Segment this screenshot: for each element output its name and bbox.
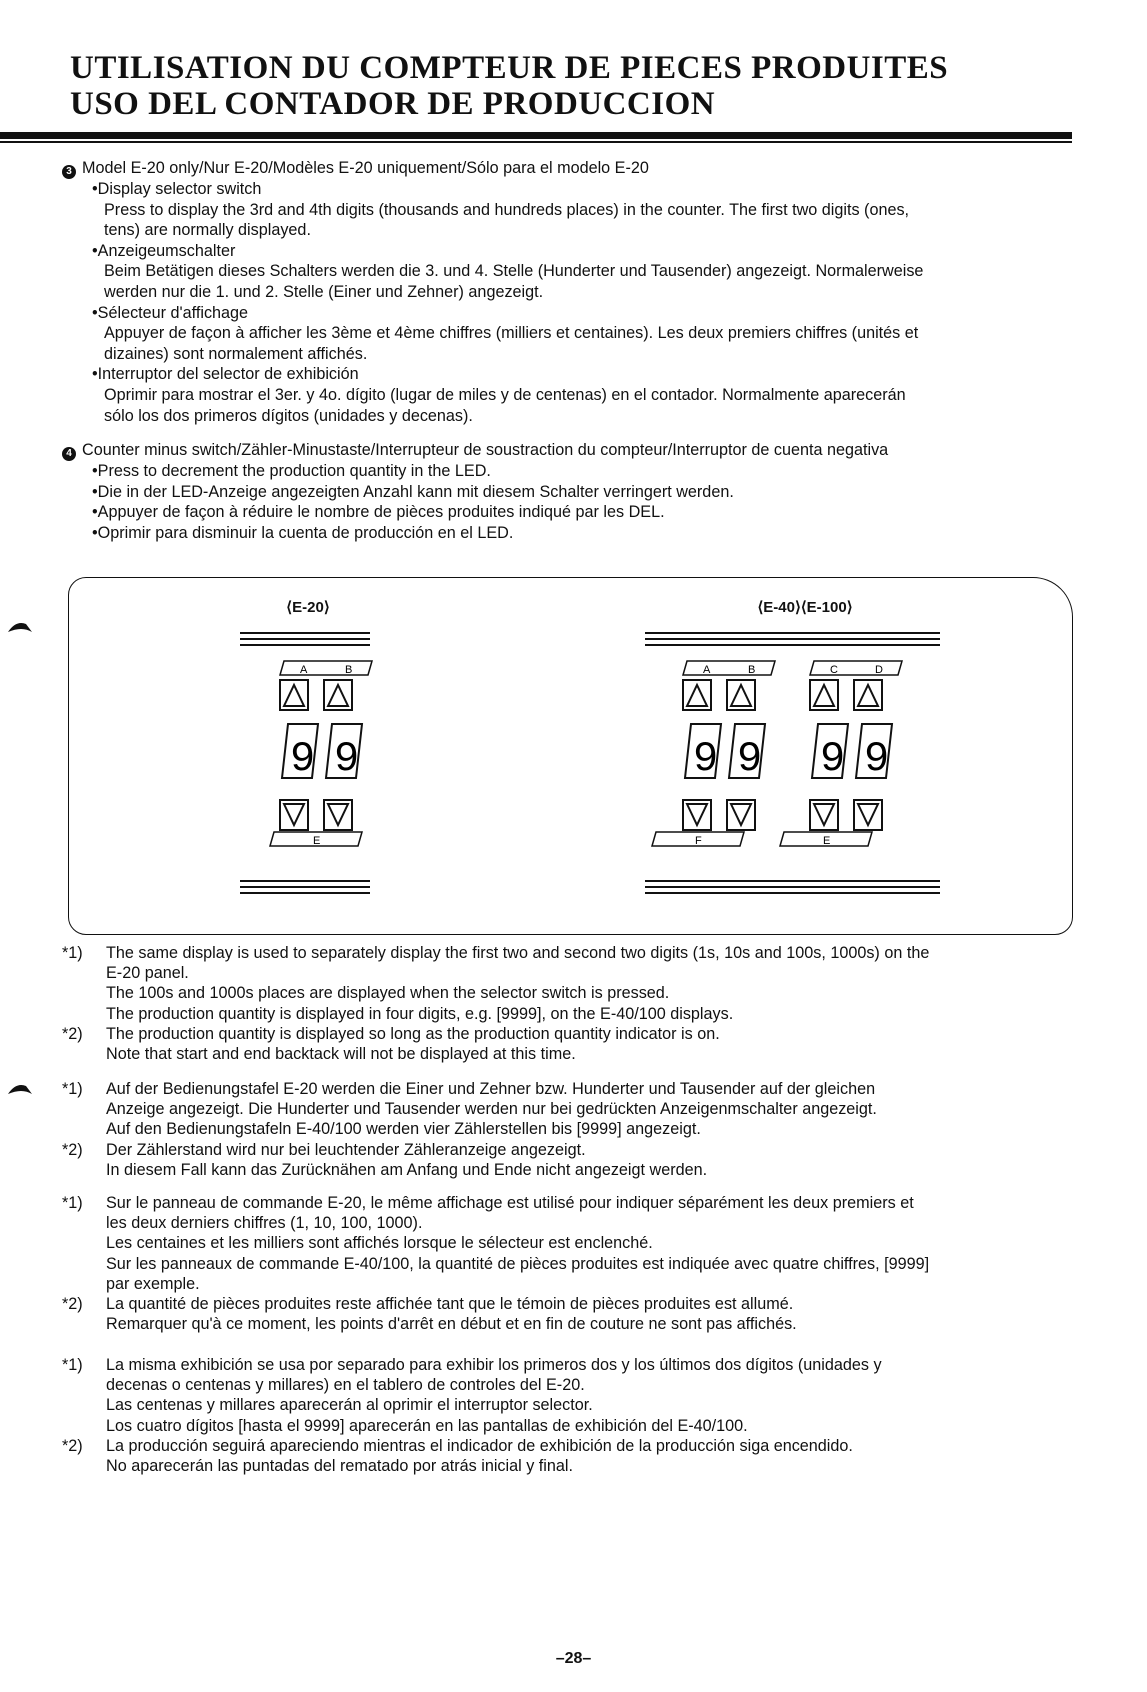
note-line: par exemple. [106, 1274, 200, 1293]
title-rule-thin [0, 141, 1072, 143]
e40-up-button-d-icon [854, 680, 882, 710]
notes-english [62, 943, 1082, 1064]
item-text: •Appuyer de façon à réduire le nombre de pièces produites indiqué par les DEL. [92, 503, 665, 522]
section-counter-minus [62, 440, 1082, 543]
panel-e40-e100-title: ⟨E-40⟩⟨E-100⟩ [757, 599, 853, 616]
led-digit: 9 [737, 735, 763, 783]
key-label-f: F [695, 835, 702, 847]
item-text: •Die in der LED-Anzeige angezeigten Anzahl kann mit diesem Schalter verringert werden. [92, 482, 734, 501]
item-text: Beim Betätigen dieses Schalters werden die 3. und 4. Stelle (Hunderter und Tausender) angezeigt. Normalerweise [104, 262, 924, 281]
note-line: Remarquer qu'à ce moment, les points d'arrêt en début et en fin de couture ne sont pas affichés. [106, 1315, 797, 1334]
e40-up-button-b-icon [727, 680, 755, 710]
item-text: Oprimir para mostrar el 3er. y 4o. dígito (lugar de miles y de centenas) en el contador. Normalmente aparecerán [104, 385, 906, 404]
note-line: Note that start and end backtack will not be displayed at this time. [106, 1045, 576, 1064]
item-text: sólo los dos primeros dígitos (unidades y decenas). [104, 406, 473, 425]
key-label-a: A [703, 664, 711, 676]
section-number-3: 3 [62, 165, 76, 179]
item-label: •Sélecteur d'affichage [92, 303, 249, 322]
e20-up-button-b-icon [324, 680, 352, 710]
note-line: The same display is used to separately display the first two and second two digits (1s, 10s and 100s, 1000s) on the [106, 944, 930, 962]
item-text: werden nur die 1. und 2. Stelle (Einer und Zehner) angezeigt. [104, 282, 544, 301]
e20-down-button-b-icon [324, 800, 352, 830]
note-line: Auf den Bedienungstafeln E-40/100 werden vier Zählerstellen bis [9999] angezeigt. [106, 1120, 701, 1139]
e40-up-button-a-icon [683, 680, 711, 710]
item-text: dizaines) sont normalement affichés. [104, 344, 368, 363]
led-digit: 9 [334, 735, 360, 783]
note-label: *2) [62, 1140, 83, 1159]
e40-down-button-a-icon [683, 800, 711, 830]
item-text: •Press to decrement the production quantity in the LED. [92, 462, 491, 480]
e40-e100-panel [645, 632, 940, 894]
item-label: •Anzeigeumschalter [92, 241, 236, 260]
note-line: les deux derniers chiffres (1, 10, 100, 1000). [106, 1214, 423, 1233]
note-label: *1) [62, 1194, 83, 1212]
item-label: •Interruptor del selector de exhibición [92, 365, 359, 384]
e40-down-button-b-icon [727, 800, 755, 830]
note-line: Los cuatro dígitos [hasta el 9999] aparecerán en las pantallas de exhibición del E-40/100. [106, 1416, 748, 1435]
led-digit: 9 [864, 735, 890, 783]
key-label-a: A [300, 664, 308, 676]
led-digit: 9 [693, 735, 719, 783]
section-number-4: 4 [62, 447, 76, 461]
item-text: •Oprimir para disminuir la cuenta de producción en el LED. [92, 523, 514, 542]
e20-up-button-a-icon [280, 680, 308, 710]
notes-french [62, 1193, 1082, 1334]
note-line: E-20 panel. [106, 964, 189, 983]
note-label: *2) [62, 1024, 83, 1043]
note-line: The 100s and 1000s places are displayed when the selector switch is pressed. [106, 984, 670, 1003]
key-label-d: D [875, 664, 883, 676]
title-line-1: UTILISATION DU COMPTEUR DE PIECES PRODUITES [70, 50, 949, 86]
item-text: Appuyer de façon à afficher les 3ème et 4ème chiffres (milliers et centaines). Les deux premiers chiffres (unités et [104, 324, 919, 343]
item-text: tens) are normally displayed. [104, 221, 311, 240]
note-line: No aparecerán las puntadas del rematado por atrás inicial y final. [106, 1457, 574, 1476]
note-line: Anzeige angezeigt. Die Hunderter und Tausender werden nur bei gedrückten Anzeigenmschalter angezeigt. [106, 1100, 877, 1119]
note-label: *1) [62, 1356, 83, 1374]
note-line: The production quantity is displayed so long as the production quantity indicator is on. [106, 1024, 720, 1043]
e40-down-button-c-icon [810, 800, 838, 830]
note-label: *2) [62, 1436, 83, 1455]
led-digit: 9 [820, 735, 846, 783]
key-label-e: E [823, 835, 831, 847]
section-display-selector [62, 158, 1082, 426]
note-line: La producción seguirá apareciendo mientras el indicador de exhibición de la producción siga encendido. [106, 1436, 853, 1455]
key-label-c: C [830, 664, 838, 676]
page-title [70, 50, 948, 122]
title-line-2: USO DEL CONTADOR DE PRODUCCION [70, 86, 716, 122]
title-rule [0, 132, 1072, 139]
e20-down-button-a-icon [280, 800, 308, 830]
notes-german [62, 1079, 1082, 1180]
note-line: The production quantity is displayed in four digits, e.g. [9999], on the E-40/100 displays. [106, 1004, 734, 1023]
note-line: Sur les panneaux de commande E-40/100, la quantité de pièces produites est indiquée avec quatre chiffres, [9999] [106, 1254, 930, 1273]
panel-diagrams [0, 600, 1147, 1000]
note-line: Auf der Bedienungstafel E-20 werden die Einer und Zehner bzw. Hunderter und Tausender auf der gleichen [106, 1080, 876, 1098]
note-line: Sur le panneau de commande E-20, le même affichage est utilisé pour indiquer séparément les deux premiers et [106, 1194, 914, 1212]
e40-up-button-c-icon [810, 680, 838, 710]
note-line: decenas o centenas y millares) en el tablero de controles del E-20. [106, 1376, 585, 1395]
note-line: Der Zählerstand wird nur bei leuchtender Zähleranzeige angezeigt. [106, 1140, 586, 1159]
note-line: Les centaines et les milliers sont affichés lorsque le sélecteur est enclenché. [106, 1234, 653, 1253]
key-label-b: B [345, 664, 353, 676]
page-number: –28– [555, 1650, 592, 1667]
item-text: Press to display the 3rd and 4th digits (thousands and hundreds places) in the counter. The first two digits (ones, [104, 200, 910, 219]
led-digit: 9 [290, 735, 316, 783]
panel-e20-title: ⟨E-20⟩ [286, 599, 330, 616]
item-label: •Display selector switch [92, 180, 262, 198]
section-4-heading: 4 Counter minus switch/Zähler-Minustaste/Interrupteur de soustraction du compteur/Interruptor de cuenta negativa [62, 440, 1082, 461]
notes-spanish [62, 1355, 1082, 1476]
e40-down-button-d-icon [854, 800, 882, 830]
key-label-e: E [313, 835, 321, 847]
note-label: *2) [62, 1295, 83, 1314]
note-line: La misma exhibición se usa por separado para exhibir los primeros dos y los últimos dos dígitos (unidades y [106, 1356, 882, 1374]
note-label: *1) [62, 944, 83, 962]
key-label-b: B [748, 664, 756, 676]
margin-mark-icon [6, 1080, 36, 1098]
note-line: Las centenas y millares aparecerán al oprimir el interruptor selector. [106, 1396, 593, 1415]
section-3-heading: 3 Model E-20 only/Nur E-20/Modèles E-20 uniquement/Sólo para el modelo E-20 [62, 158, 1082, 179]
note-line: In diesem Fall kann das Zurücknähen am Anfang und Ende nicht angezeigt werden. [106, 1160, 708, 1179]
note-line: La quantité de pièces produites reste affichée tant que le témoin de pièces produites est allumé. [106, 1295, 794, 1314]
note-label: *1) [62, 1080, 83, 1098]
